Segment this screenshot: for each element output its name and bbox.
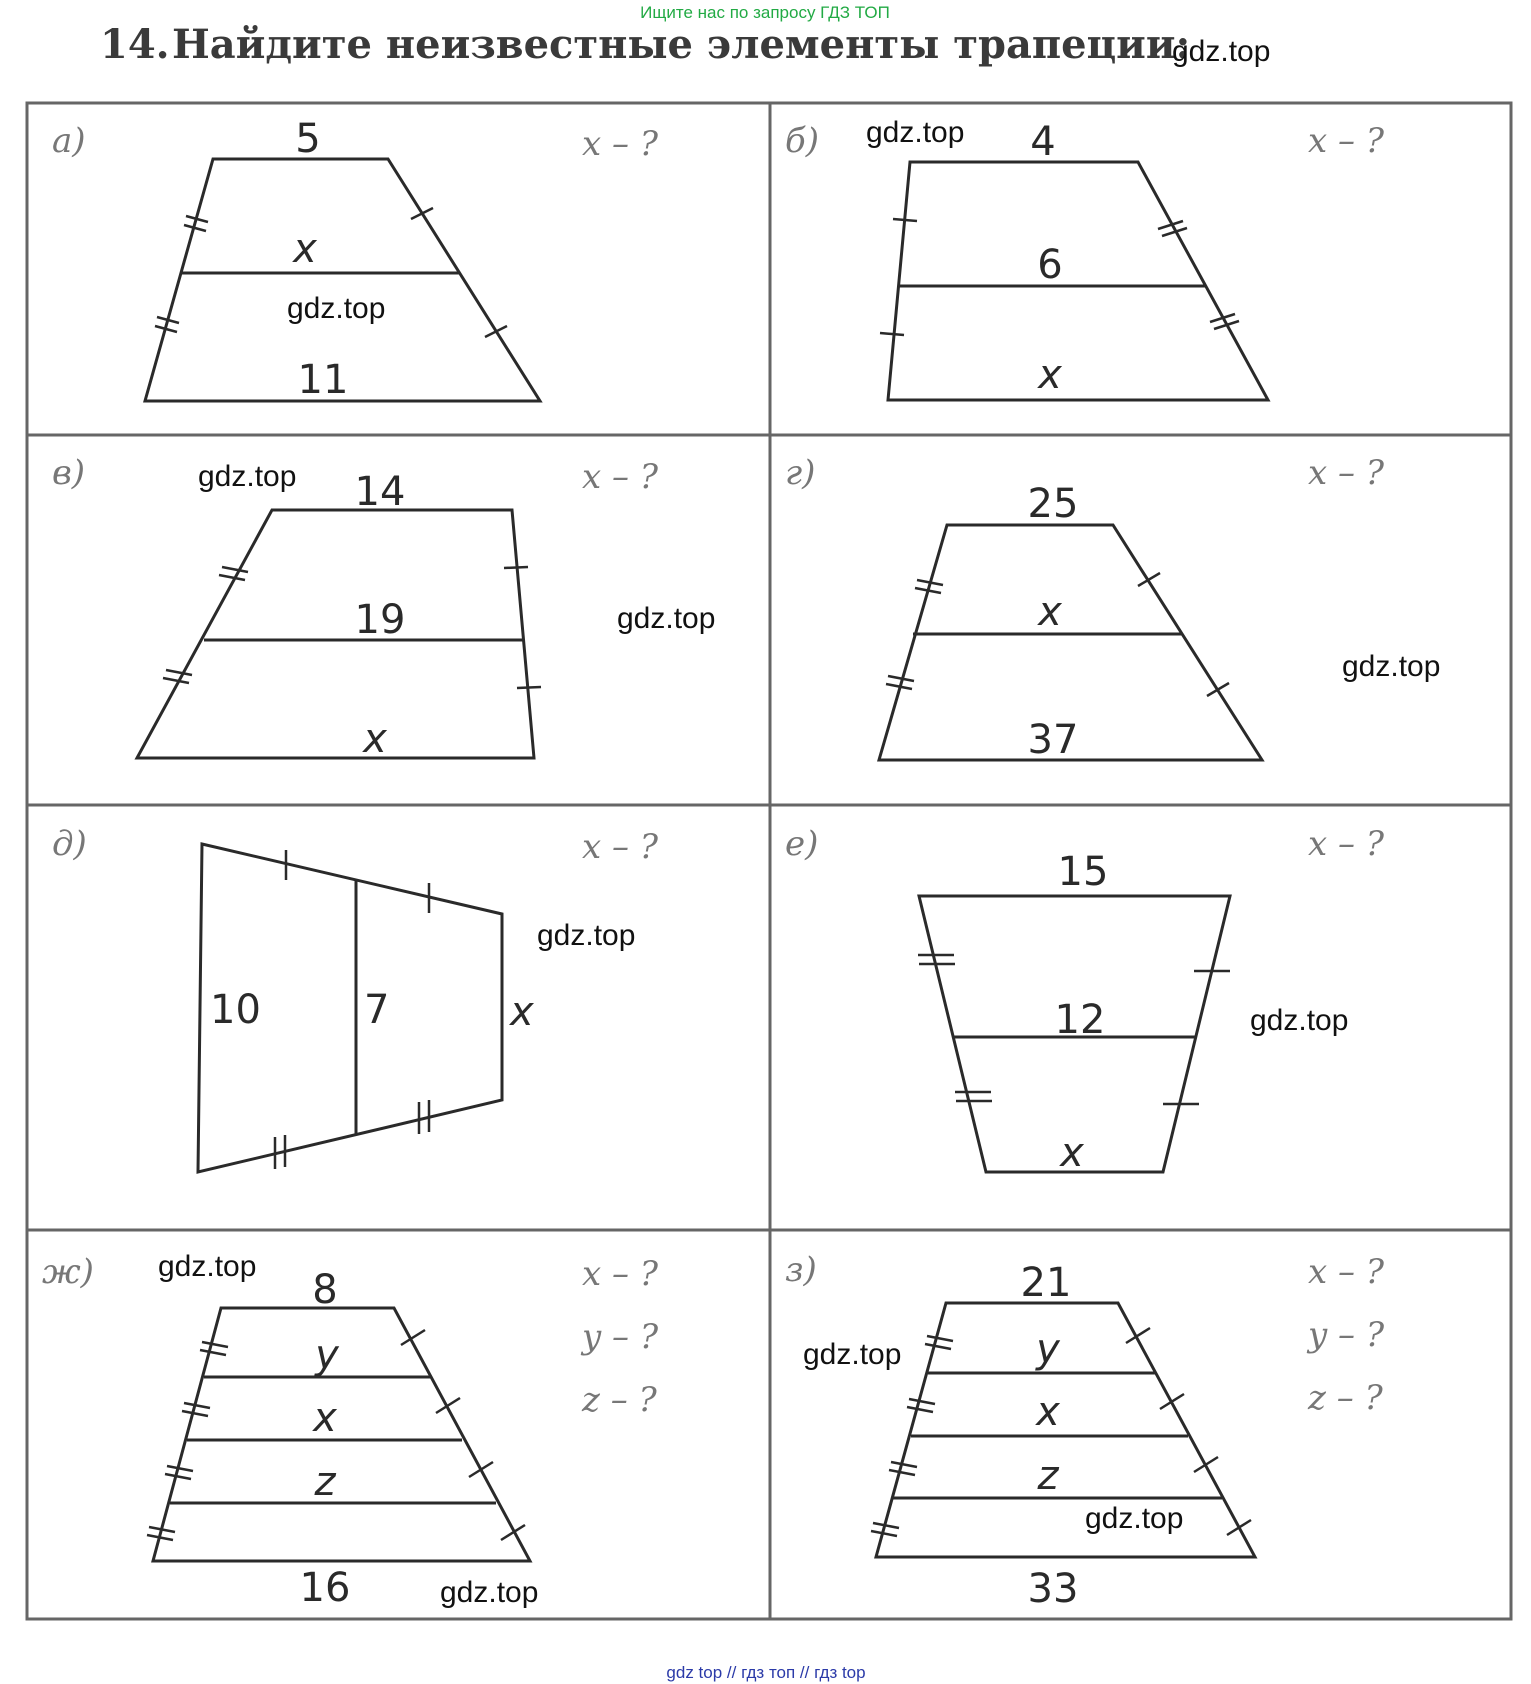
top-base-value: 8 <box>312 1267 338 1313</box>
trapezoid <box>876 1303 1255 1557</box>
watermark: gdz.top <box>158 1250 257 1283</box>
bottom-base-value: 16 <box>299 1565 351 1611</box>
panel-a <box>52 116 659 403</box>
panel-label: а) <box>52 121 86 161</box>
trapezoid <box>888 162 1268 400</box>
segment-z-value: z <box>1037 1453 1059 1499</box>
trapezoid <box>153 1308 530 1561</box>
panel-d <box>52 824 659 1172</box>
trapezoid <box>137 510 534 758</box>
panel-b <box>785 116 1385 400</box>
panel-label: е) <box>785 824 819 864</box>
watermark: gdz.top <box>537 919 636 952</box>
watermark: gdz.top <box>198 460 297 493</box>
panel-grid <box>27 103 1511 1619</box>
segment-y-value: y <box>1036 1326 1060 1372</box>
question-x: x – ? <box>582 827 659 867</box>
watermark: gdz.top <box>1085 1502 1184 1535</box>
panel-label: з) <box>785 1250 817 1290</box>
left-base-value: 10 <box>210 987 261 1033</box>
side-ticks <box>163 567 541 688</box>
panel-e <box>785 824 1385 1176</box>
question-x: x – ? <box>582 1254 659 1294</box>
question-x: x – ? <box>1308 824 1385 864</box>
top-base-value: 5 <box>295 116 321 162</box>
task-number: 14. <box>100 21 170 68</box>
question-x: x – ? <box>1308 453 1385 493</box>
watermark: gdz.top <box>440 1576 539 1609</box>
segment-y-value: y <box>315 1332 339 1378</box>
top-base-value: 21 <box>1020 1260 1072 1306</box>
midline-value: 6 <box>1037 242 1063 288</box>
search-hint: Ищите нас по запросу ГДЗ ТОП <box>640 3 890 22</box>
watermark: gdz.top <box>866 116 965 149</box>
bottom-base-value: 37 <box>1027 717 1079 763</box>
question-y: y – ? <box>1308 1315 1385 1355</box>
watermark: gdz.top <box>1250 1004 1349 1037</box>
panel-label: г) <box>785 453 816 493</box>
question-z: z – ? <box>582 1380 657 1420</box>
panel-label: в) <box>52 453 86 493</box>
bottom-base-value: x <box>1060 1130 1084 1176</box>
question-y: y – ? <box>582 1317 659 1357</box>
panel-v <box>52 453 715 762</box>
segment-z-value: z <box>314 1459 336 1505</box>
side-ticks <box>275 850 429 1169</box>
watermark: gdz.top <box>1172 35 1271 68</box>
segment-x-value: x <box>313 1395 337 1441</box>
midline-value: x <box>1038 589 1062 635</box>
footer-links: gdz top // гдз топ // гдз top <box>666 1663 866 1682</box>
top-base-value: 15 <box>1057 849 1109 895</box>
top-base-value: 25 <box>1027 481 1079 527</box>
side-ticks <box>871 1328 1251 1536</box>
bottom-base-value: x <box>1038 352 1062 398</box>
midline-value: x <box>293 226 317 272</box>
top-base-value: 4 <box>1030 119 1056 165</box>
bottom-base-value: 11 <box>297 357 349 403</box>
panel-label: ж) <box>42 1252 94 1292</box>
question-x: x – ? <box>1308 1252 1385 1292</box>
top-base-value: 14 <box>354 469 406 515</box>
bottom-base-value: x <box>363 716 387 762</box>
midline-value: 12 <box>1054 997 1106 1043</box>
right-base-value: x <box>510 989 534 1035</box>
watermark: gdz.top <box>287 292 386 325</box>
bottom-base-value: 33 <box>1027 1566 1079 1612</box>
panel-label: д) <box>52 824 87 864</box>
panel-zh <box>42 1250 659 1611</box>
panel-z <box>785 1250 1385 1612</box>
task-title: Найдите неизвестные элементы трапеции: <box>172 21 1191 68</box>
panel-label: б) <box>785 121 820 161</box>
watermark: gdz.top <box>803 1338 902 1371</box>
watermark: gdz.top <box>1342 650 1441 683</box>
watermark: gdz.top <box>617 602 716 635</box>
midline-value: 7 <box>364 987 390 1033</box>
panel-g <box>785 453 1440 763</box>
question-z: z – ? <box>1308 1378 1383 1418</box>
question-x: x – ? <box>582 457 659 497</box>
question-x: x – ? <box>582 124 659 164</box>
midline-value: 19 <box>354 597 406 643</box>
segment-x-value: x <box>1036 1389 1060 1435</box>
question-x: x – ? <box>1308 121 1385 161</box>
